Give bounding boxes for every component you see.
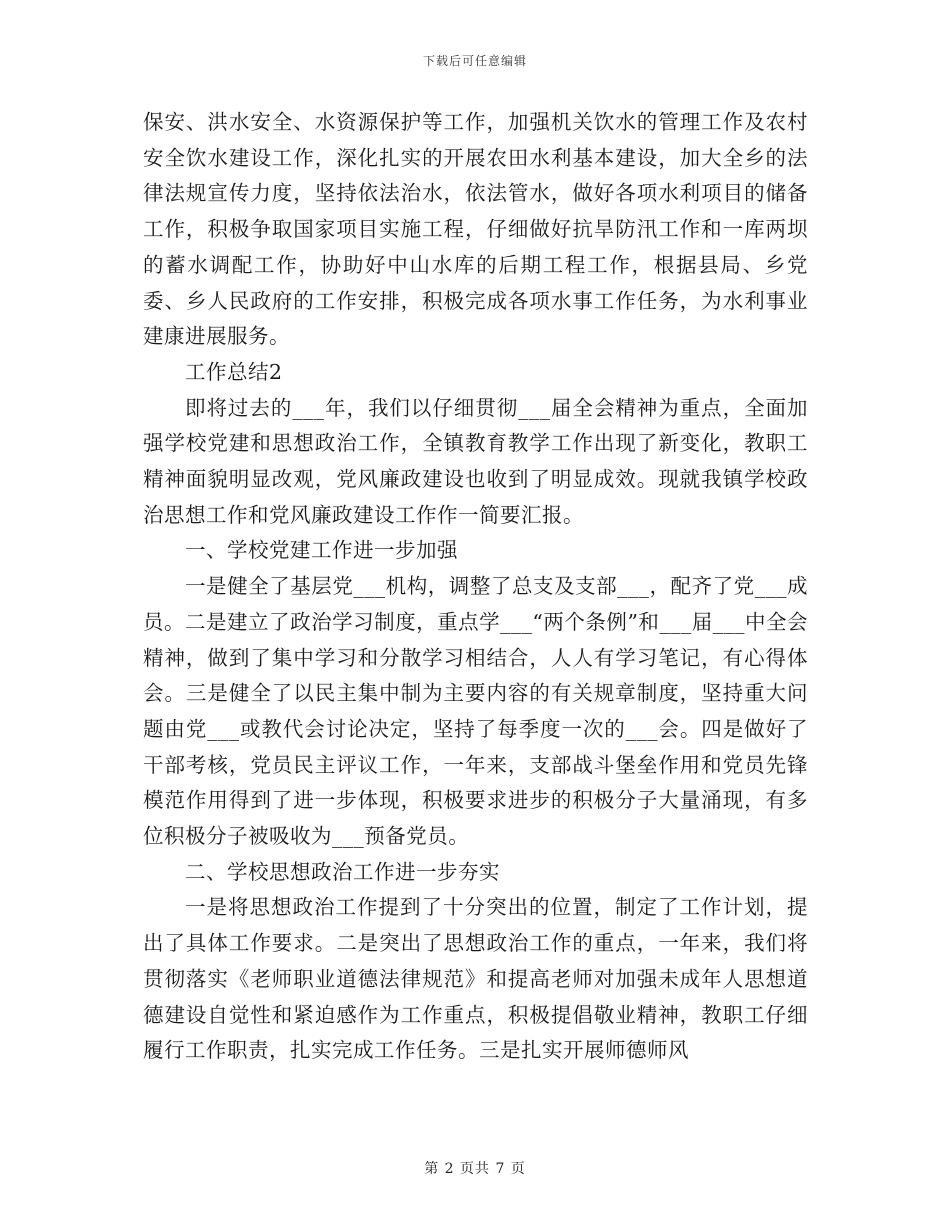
paragraph-party-building: 一是健全了基层党___机构，调整了总支及支部___，配齐了党___成员。二是建立了政治学习制度，重点学___“两个条例”和___届___中全会精神，做到了集中学习和分散学习相结合，人人有学习笔记，有心得体会。三是健全了以民主集中制为主要内容的有关规章制度，坚持重大问题由党___或教代会讨论决定，坚持了每季度一次的___会。四是做好了干部考核，党员民主评议工作，一年来，支部战斗堡垒作用和党员先锋模范作用得到了进一步体现，积极要求进步的积极分子大量涌现，有多位积极分子被吸收为___预备党员。 (143, 574, 808, 849)
page-footer-page-number: 第 2 页共 7 页 (424, 1161, 526, 1177)
section-title-work-summary-2: 工作总结2 (185, 359, 283, 384)
section-heading-party-building: 一、学校党建工作进一步加强 (185, 538, 458, 563)
paragraph-intro: 即将过去的___年，我们以仔细贯彻___届全会精神为重点，全面加强学校党建和思想政治工作，全镇教育教学工作出现了新变化，教职工精神面貌明显改观，党风廉政建设也收到了明显成效。现就我镇学校政治思想工作和党风廉政建设工作作一简要汇报。 (143, 395, 808, 527)
page-header: 下载后可任意编辑 (422, 54, 527, 68)
paragraph-continued: 保安、洪水安全、水资源保护等工作，加强机关饮水的管理工作及农村安全饮水建设工作，深化扎实的开展农田水利基本建设，加大全乡的法律法规宣传力度，坚持依法治水，依法管水，做好各项水利项目的储备工作，积极争取国家项目实施工程，仔细做好抗旱防汛工作和一库两坝的蓄水调配工作，协助好中山水库的后期工程工作，根据县局、乡党委、乡人民政府的工作安排，积极完成各项水事工作任务，为水利事业建康进展服务。 (143, 110, 808, 349)
paragraph-ideological-work: 一是将思想政治工作提到了十分突出的位置，制定了工作计划，提出了具体工作要求。二是突出了思想政治工作的重点，一年来，我们将贯彻落实《老师职业道德法律规范》和提高老师对加强未成年人思想道德建设自觉性和紧迫感作为工作重点，积极提倡敬业精神，教职工仔细履行工作职责，扎实完成工作任务。三是扎实开展师德师风 (143, 895, 808, 1063)
document-body (143, 105, 808, 1069)
section-heading-ideological-work: 二、学校思想政治工作进一步夯实 (185, 859, 500, 884)
